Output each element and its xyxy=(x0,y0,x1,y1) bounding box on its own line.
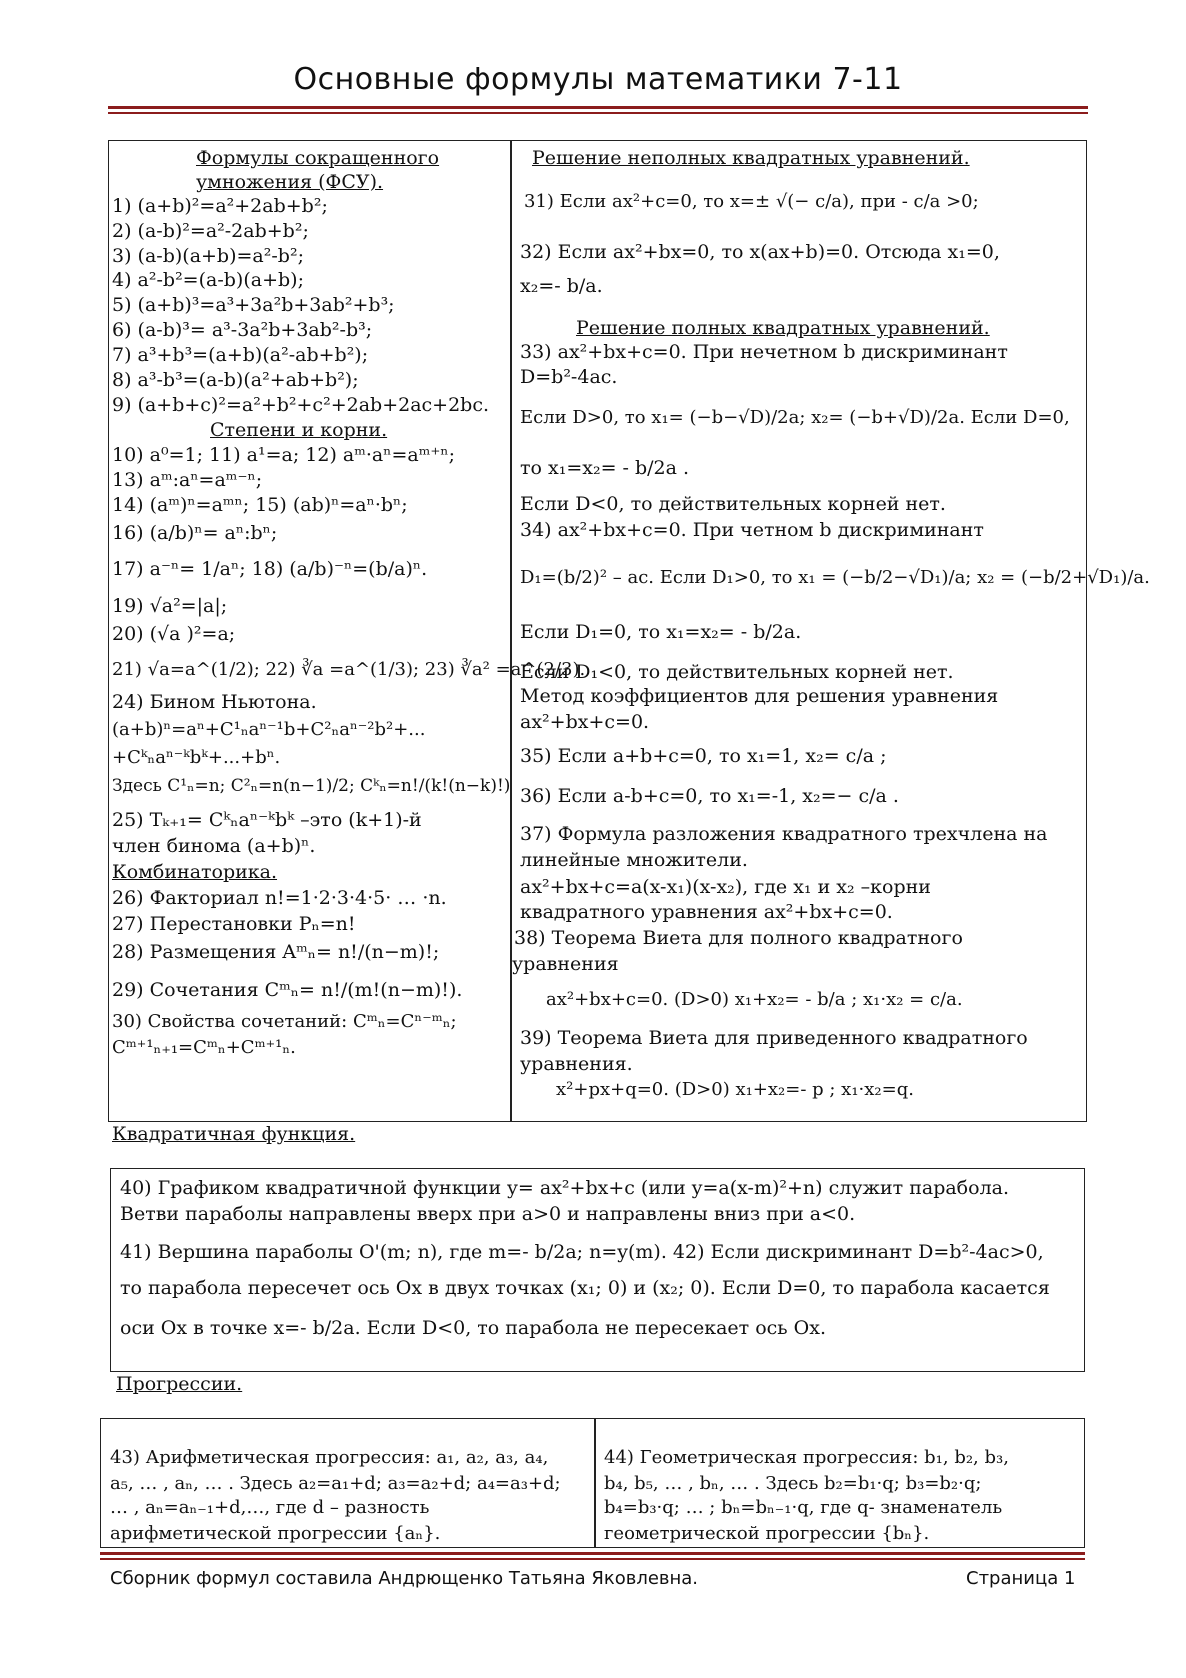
right-line: линейные множители. xyxy=(520,849,748,871)
left-line: 27) Перестановки Pₙ=n! xyxy=(112,913,356,935)
left-line: 8) a³-b³=(a-b)(a²+ab+b²); xyxy=(112,369,359,391)
right-line: ax²+bx+c=0. (D>0) x₁+x₂= - b/a ; x₁·x₂ = c/a. xyxy=(546,989,963,1010)
right-line: Метод коэффициентов для решения уравнения xyxy=(520,685,999,707)
prog-heading: Прогрессии. xyxy=(116,1373,243,1395)
left-line: 9) (a+b+c)²=a²+b²+c²+2ab+2ac+2bc. xyxy=(112,394,490,416)
footer-author: Сборник формул составила Андрющенко Татьяна Яковлевна. xyxy=(110,1568,699,1589)
prog-right-line: 44) Геометрическая прогрессия: b₁, b₂, b₃, xyxy=(604,1447,1009,1468)
left-line: 17) a⁻ⁿ= 1/aⁿ; 18) (a/b)⁻ⁿ=(b/a)ⁿ. xyxy=(112,558,428,580)
right-line: уравнения xyxy=(512,953,619,975)
right-line: D₁=(b/2)² – ac. Если D₁>0, то x₁ = (−b/2−√D₁)/a; x₂ = (−b/2+√D₁)/a. xyxy=(520,567,1150,588)
prog-left-line: 43) Арифметическая прогрессия: a₁, a₂, a₃, a₄, xyxy=(110,1447,549,1468)
left-line: 3) (a-b)(a+b)=a²-b²; xyxy=(112,245,304,267)
left-line: Cᵐ⁺¹ₙ₊₁=Cᵐₙ+Cᵐ⁺¹ₙ. xyxy=(112,1037,296,1058)
title-rule-thin xyxy=(108,112,1088,114)
right-line: ax²+bx+c=0. xyxy=(520,711,650,733)
prog-left-line: a₅, … , aₙ, … . Здесь a₂=a₁+d; a₃=a₂+d; a₄=a₃+d; xyxy=(110,1473,561,1494)
footer-rule xyxy=(100,1552,1085,1555)
left-line: 20) (√a )²=a; xyxy=(112,623,236,645)
left-line: 26) Факториал n!=1·2·3·4·5· … ·n. xyxy=(112,887,447,909)
left-line: 14) (aᵐ)ⁿ=aᵐⁿ; 15) (ab)ⁿ=aⁿ·bⁿ; xyxy=(112,494,408,516)
right-line: D=b²-4ac. xyxy=(520,366,618,388)
left-line: 25) Tₖ₊₁= Cᵏₙaⁿ⁻ᵏbᵏ –это (k+1)-й xyxy=(112,809,422,831)
left-line: 28) Размещения Aᵐₙ= n!/(n−m)!; xyxy=(112,941,440,963)
right-line: 34) ax²+bx+c=0. При четном b дискриминант xyxy=(520,519,984,541)
right-line: x₂=- b/a. xyxy=(520,275,603,297)
left-line: 4) a²-b²=(a-b)(a+b); xyxy=(112,269,304,291)
right-line: x²+px+q=0. (D>0) x₁+x₂=- p ; x₁·x₂=q. xyxy=(556,1079,914,1100)
right-line: Если D₁<0, то действительных корней нет. xyxy=(520,661,954,683)
prog-right-line: b₄=b₃·q; … ; bₙ=bₙ₋₁·q, где q- знаменатель xyxy=(604,1497,1003,1518)
left-line: (a+b)ⁿ=aⁿ+C¹ₙaⁿ⁻¹b+C²ₙaⁿ⁻²b²+... xyxy=(112,719,426,740)
left-line: член бинома (a+b)ⁿ. xyxy=(112,835,316,857)
prog-left-line: арифметической прогрессии {aₙ}. xyxy=(110,1523,441,1544)
right-line: то x₁=x₂= - b/2a . xyxy=(520,457,690,479)
right-line: 31) Если ax²+c=0, то x=± √(− c/a), при - c/a >0; xyxy=(524,191,979,212)
prog-divider xyxy=(594,1418,596,1547)
right-line: квадратного уравнения ax²+bx+c=0. xyxy=(520,901,893,923)
prog-left-line: … , aₙ=aₙ₋₁+d,…, где d – разность xyxy=(110,1497,430,1518)
right-line: 37) Формула разложения квадратного трехчлена на xyxy=(520,823,1048,845)
left-line: 24) Бином Ньютона. xyxy=(112,691,317,713)
left-line: 21) √a=a^(1/2); 22) ∛a =a^(1/3); 23) ∛a² =a^(2/3). xyxy=(112,659,586,680)
right-line: Если D>0, то x₁= (−b−√D)/2a; x₂= (−b+√D)/2a. Если D=0, xyxy=(520,407,1070,428)
right-line: Решение полных квадратных уравнений. xyxy=(576,317,990,339)
right-line: Решение неполных квадратных уравнений. xyxy=(532,147,970,169)
quad-heading: Квадратичная функция. xyxy=(112,1123,356,1145)
footer-page-number: Страница 1 xyxy=(966,1568,1076,1589)
left-line: Комбинаторика. xyxy=(112,861,278,883)
left-line: Степени и корни. xyxy=(210,419,388,441)
left-line: +Cᵏₙaⁿ⁻ᵏbᵏ+...+bⁿ. xyxy=(112,747,281,768)
quad-line: 41) Вершина параболы O'(m; n), где m=- b/2a; n=y(m). 42) Если дискриминант D=b²-4ac>0, xyxy=(120,1241,1044,1263)
right-line: Если D<0, то действительных корней нет. xyxy=(520,493,946,515)
left-line: 10) a⁰=1; 11) a¹=a; 12) aᵐ·aⁿ=aᵐ⁺ⁿ; xyxy=(112,444,456,466)
right-line: Если D₁=0, то x₁=x₂= - b/2a. xyxy=(520,621,802,643)
page-title: Основные формулы математики 7-11 xyxy=(293,62,903,97)
right-line: уравнения. xyxy=(520,1053,633,1075)
footer-rule-thin xyxy=(100,1558,1085,1560)
title-rule xyxy=(108,106,1088,109)
left-line: 29) Сочетания Cᵐₙ= n!/(m!(n−m)!). xyxy=(112,979,463,1001)
left-line: 19) √a²=|a|; xyxy=(112,595,228,617)
right-line: 36) Если a-b+c=0, то x₁=-1, x₂=− c/a . xyxy=(520,785,899,807)
quad-line: оси Ox в точке x=- b/2a. Если D<0, то парабола не пересекает ось Ox. xyxy=(120,1317,827,1339)
left-line: 16) (a/b)ⁿ= aⁿ:bⁿ; xyxy=(112,522,278,544)
left-line: 7) a³+b³=(a+b)(a²-ab+b²); xyxy=(112,344,369,366)
quad-line: 40) Графиком квадратичной функции y= ax²+bx+c (или y=a(x-m)²+n) служит парабола. xyxy=(120,1177,1010,1199)
left-line: 1) (a+b)²=a²+2ab+b²; xyxy=(112,195,328,217)
left-line: 6) (a-b)³= a³-3a²b+3ab²-b³; xyxy=(112,319,373,341)
left-line: умножения (ФСУ). xyxy=(196,171,384,193)
left-line: Здесь C¹ₙ=n; C²ₙ=n(n−1)/2; Cᵏₙ=n!/(k!(n−k)!) xyxy=(112,776,511,796)
prog-right-line: геометрической прогрессии {bₙ}. xyxy=(604,1523,930,1544)
quad-line: то парабола пересечет ось Ox в двух точках (x₁; 0) и (x₂; 0). Если D=0, то парабола касается xyxy=(120,1277,1050,1299)
prog-right-line: b₄, b₅, … , bₙ, … . Здесь b₂=b₁·q; b₃=b₂·q; xyxy=(604,1473,982,1494)
right-line: 32) Если ax²+bx=0, то x(ax+b)=0. Отсюда x₁=0, xyxy=(520,241,1000,263)
left-line: 30) Свойства сочетаний: Cᵐₙ=Cⁿ⁻ᵐₙ; xyxy=(112,1011,457,1032)
left-line: Формулы сокращенного xyxy=(196,147,440,169)
right-line: 39) Теорема Виета для приведенного квадратного xyxy=(520,1027,1028,1049)
left-line: 5) (a+b)³=a³+3a²b+3ab²+b³; xyxy=(112,294,395,316)
left-line: 13) aᵐ:aⁿ=aᵐ⁻ⁿ; xyxy=(112,469,263,491)
quad-line: Ветви параболы направлены вверх при a>0 и направлены вниз при a<0. xyxy=(120,1203,856,1225)
right-line: ax²+bx+c=a(x-x₁)(x-x₂), где x₁ и x₂ –корни xyxy=(520,876,931,898)
right-line: 38) Теорема Виета для полного квадратного xyxy=(514,927,963,949)
right-line: 33) ax²+bx+c=0. При нечетном b дискриминант xyxy=(520,341,1008,363)
left-line: 2) (a-b)²=a²-2ab+b²; xyxy=(112,220,309,242)
right-line: 35) Если a+b+c=0, то x₁=1, x₂= c/a ; xyxy=(520,745,887,767)
